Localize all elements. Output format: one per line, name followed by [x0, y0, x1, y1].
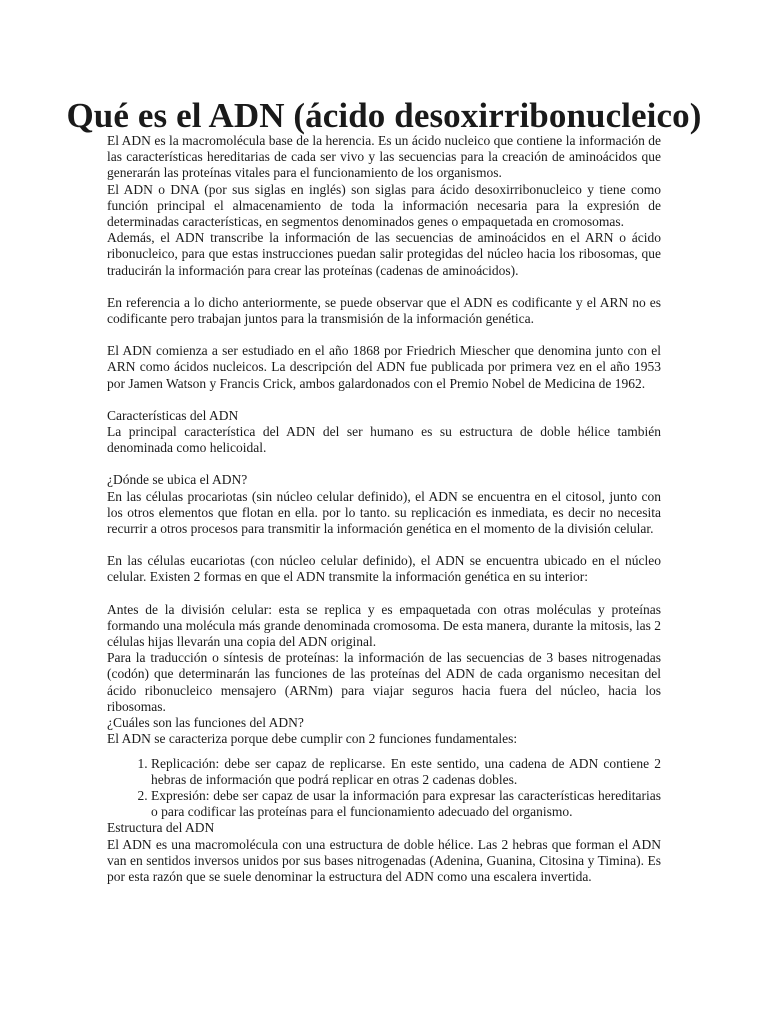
section-heading: ¿Cuáles son las funciones del ADN?	[107, 715, 304, 731]
paragraph: En las células eucariotas (con núcleo celular definido), el ADN se encuentra ubicado en el núcleo celular. Existen 2 formas en que el ADN transmite la información genética en su interior:	[107, 553, 661, 585]
paragraph: El ADN es la macromolécula base de la herencia. Es un ácido nucleico que contiene la información de las características hereditarias de cada ser vivo y las secuencias para la creación de aminoácidos que generarán las proteínas vitales para el funcionamiento de los organismos.	[107, 133, 661, 181]
section-heading: Características del ADN	[107, 407, 239, 423]
section-heading: Estructura del ADN	[107, 820, 215, 836]
document-body	[107, 133, 661, 885]
paragraph: Para la traducción o síntesis de proteínas: la información de las secuencias de 3 bases nitrogenadas (codón) que determinarán las funciones de las proteínas del ADN de cada organismo necesitan del ácido ribonucleico mensajero (ARNm) para viajar seguros hacia fuera del núcleo, hacia los ribosomas.	[107, 650, 661, 714]
paragraph: El ADN comienza a ser estudiado en el año 1868 por Friedrich Miescher que denomina junto con el ARN como ácidos nucleicos. La descripción del ADN fue publicada por primera vez en el año 1953 por Jamen Watson y Francis Crick, ambos galardonados con el Premio Nobel de Medicina de 1962.	[107, 343, 661, 391]
section-heading: ¿Dónde se ubica el ADN?	[107, 472, 248, 488]
functions-list	[107, 756, 661, 821]
list-item: 1. Replicación: debe ser capaz de replicarse. En este sentido, una cadena de ADN contiene 2 hebras de información que podrá replicar en otras 2 cadenas dobles.	[151, 756, 661, 788]
paragraph: La principal característica del ADN del ser humano es su estructura de doble hélice también denominada como helicoidal.	[107, 424, 661, 456]
paragraph: En referencia a lo dicho anteriormente, se puede observar que el ADN es codificante y el ARN no es codificante pero trabajan juntos para la transmisión de la información genética.	[107, 294, 661, 327]
paragraph: Antes de la división celular: esta se replica y es empaquetada con otras moléculas y proteínas formando una molécula más grande denominada cromosoma. De esta manera, durante la mitosis, las 2 células hijas llevarán una copia del ADN original.	[107, 601, 661, 650]
paragraph: El ADN o DNA (por sus siglas en inglés) son siglas para ácido desoxirribonucleico y tiene como función principal el almacenamiento de toda la información necesaria para la expresión de determinadas características, en segmentos denominados genes o empaquetada en cromosomas.	[107, 181, 661, 230]
paragraph: El ADN es una macromolécula con una estructura de doble hélice. Las 2 hebras que forman el ADN van en sentidos inversos unidos por sus bases nitrogenadas (Adenina, Guanina, Citosina y Timina). Es por esta razón que se suele denominar la estructura del ADN como una escalera invertida.	[107, 836, 661, 884]
paragraph: En las células procariotas (sin núcleo celular definido), el ADN se encuentra en el citosol, junto con los otros elementos que flotan en ella. por lo tanto. su replicación es inmediata, es decir no necesita recurrir a otros procesos para transmitir la información genética en el momento de la división celular.	[107, 488, 661, 537]
paragraph: Además, el ADN transcribe la información de las secuencias de aminoácidos en el ARN o ácido ribonucleico, para que estas instrucciones puedan salir protegidas del núcleo hacia los ribosomas, que traducirán la información para crear las proteínas (cadenas de aminoácidos).	[107, 230, 661, 278]
paragraph: El ADN se caracteriza porque debe cumplir con 2 funciones fundamentales:	[107, 731, 518, 747]
page-title: Qué es el ADN (ácido desoxirribonucleico)	[66, 96, 702, 135]
list-item: 2. Expresión: debe ser capaz de usar la información para expresar las características hereditarias o para codificar las proteínas para el funcionamiento adecuado del organismo.	[151, 788, 661, 820]
